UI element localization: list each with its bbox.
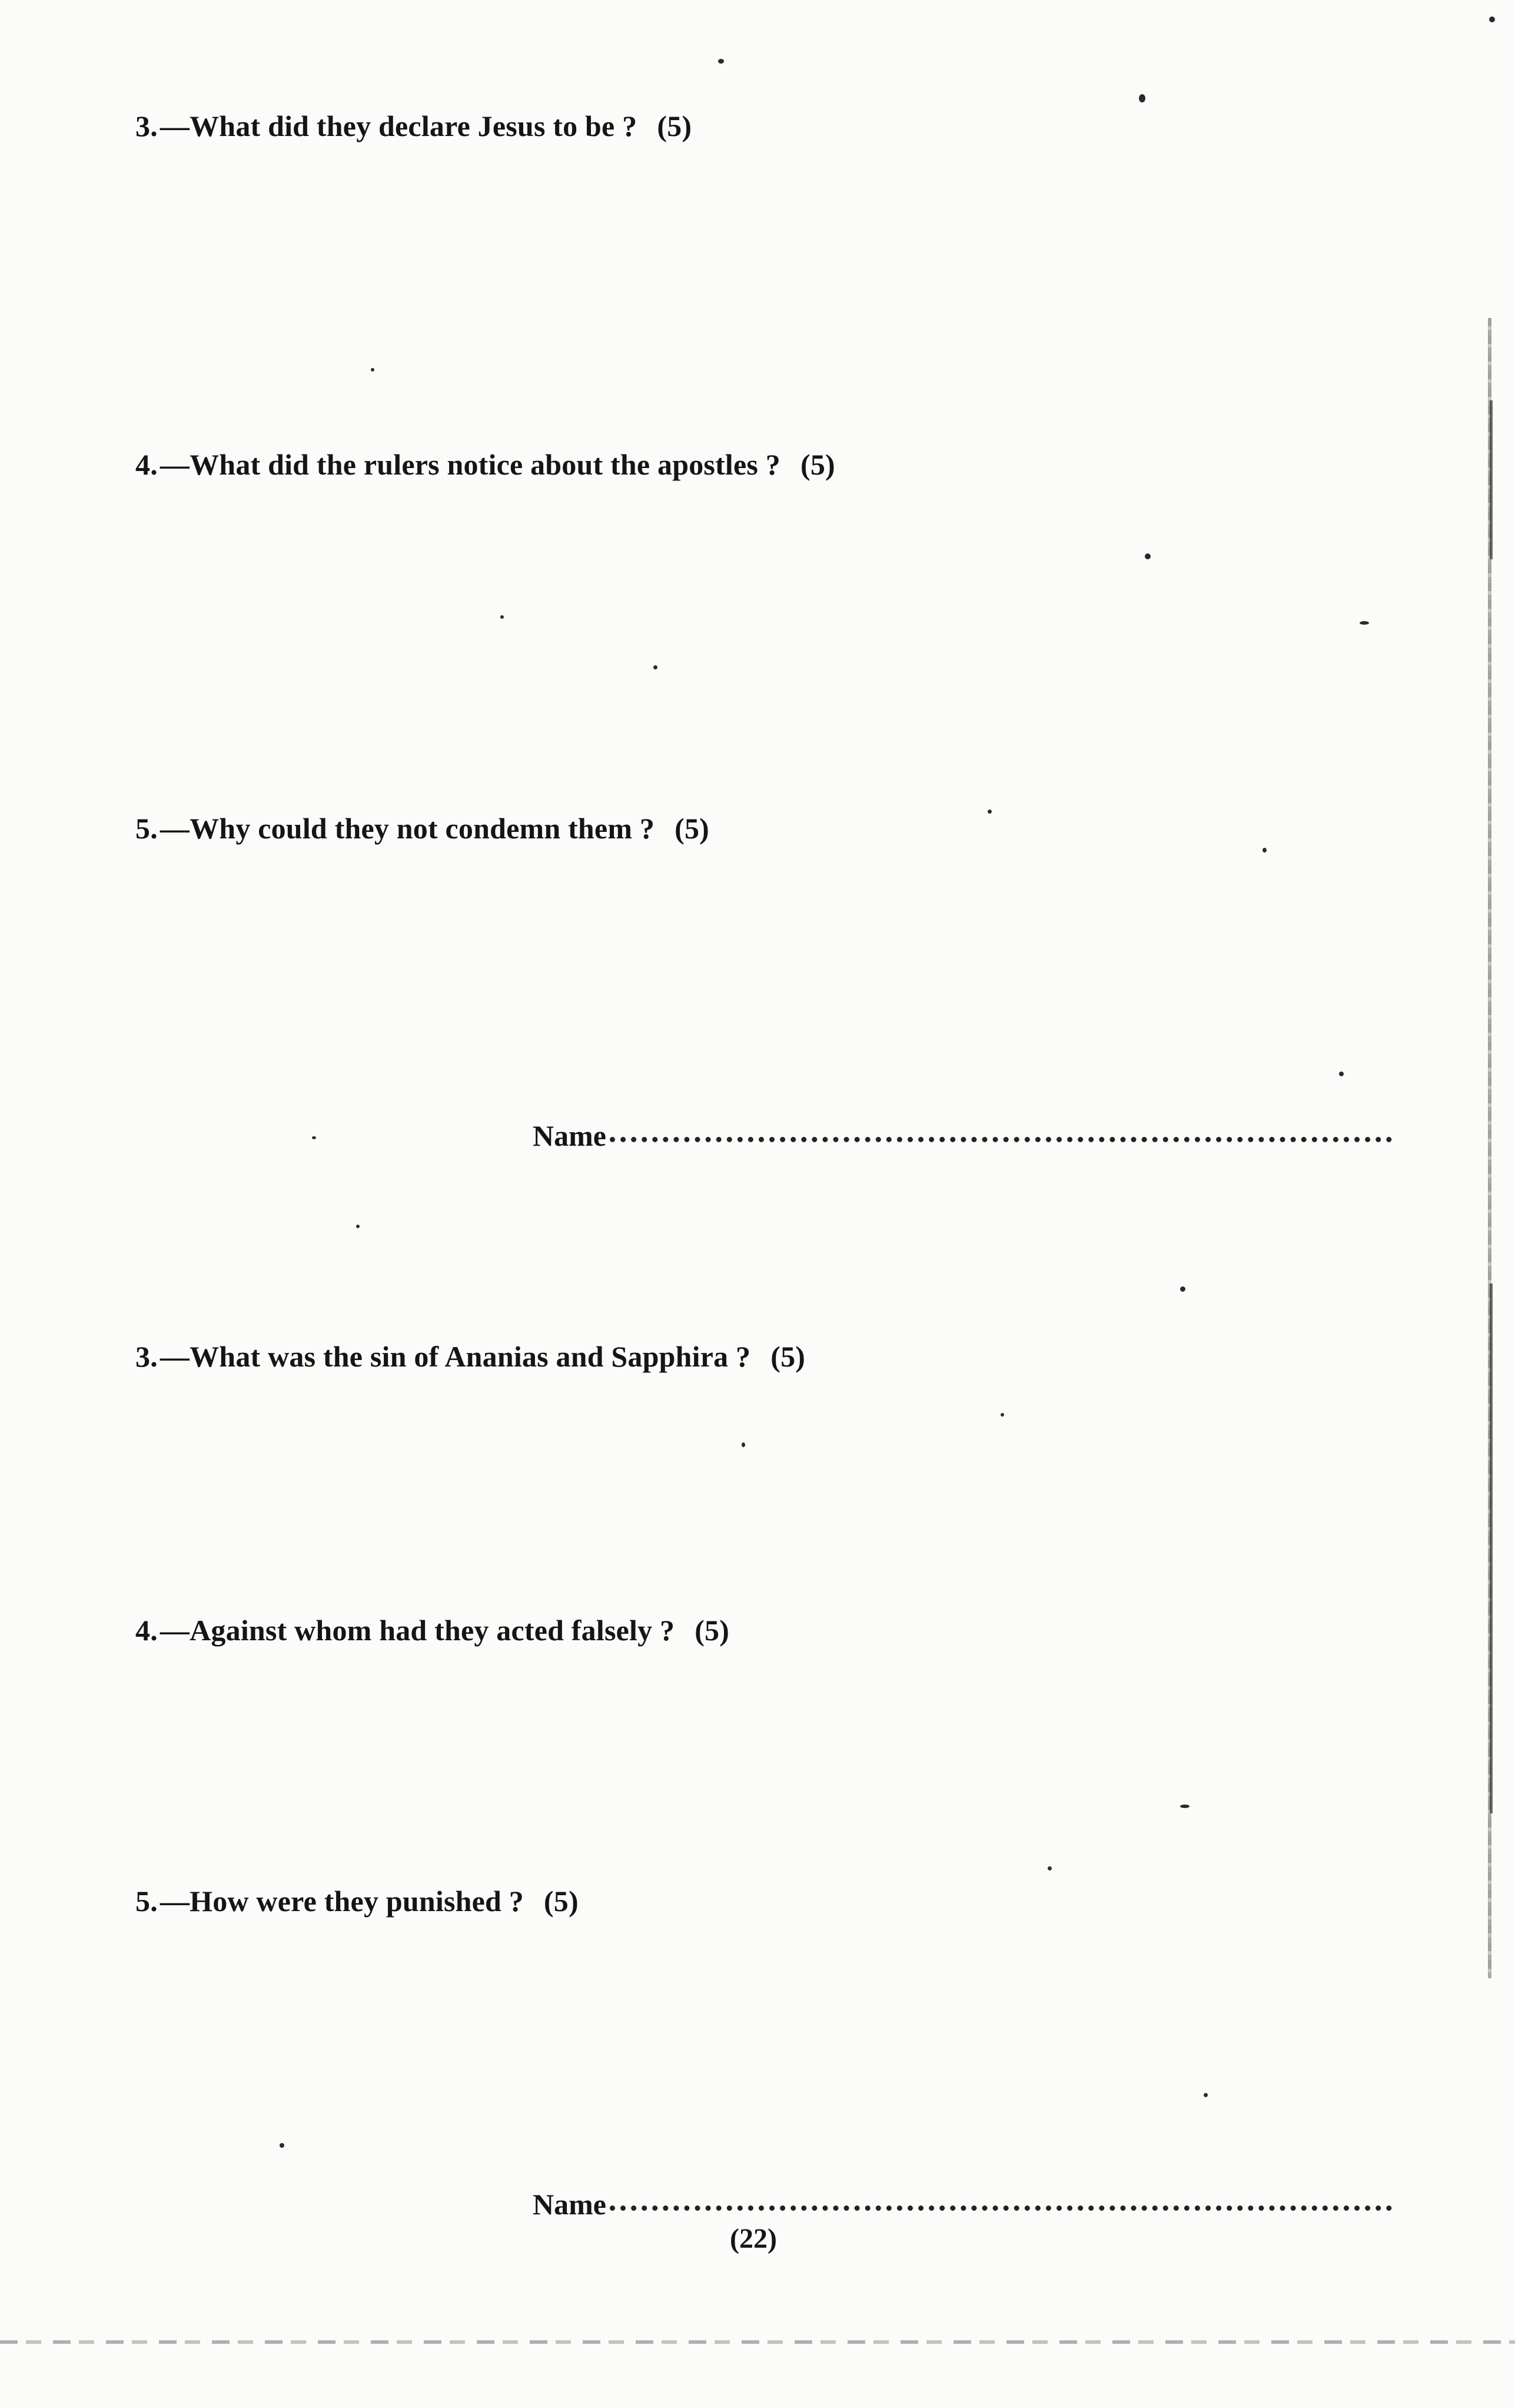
- question-number: 3.: [135, 1340, 158, 1373]
- speck: [718, 59, 724, 64]
- question-4-falsely: [135, 1613, 729, 1647]
- question-4-rulers: [135, 447, 835, 482]
- speck: [1489, 16, 1495, 22]
- speck: [1262, 848, 1267, 853]
- question-3-jesus: [135, 109, 692, 143]
- speck: [1360, 621, 1369, 625]
- speck: [1180, 1286, 1185, 1292]
- speck: [988, 810, 992, 814]
- page-number: (22): [730, 2223, 777, 2254]
- speck: [500, 615, 504, 619]
- speck: [742, 1442, 745, 1447]
- speck: [312, 1136, 316, 1139]
- speck: [1145, 553, 1151, 559]
- question-marks: (5): [675, 812, 709, 845]
- question-3-ananias: [135, 1339, 805, 1374]
- question-marks: (5): [770, 1340, 806, 1373]
- speck: [1139, 94, 1145, 102]
- speck: [1048, 1866, 1052, 1870]
- speck: [280, 2143, 284, 2148]
- question-marks: (5): [695, 1614, 730, 1647]
- binding-edge-dark: [1490, 400, 1493, 559]
- speck: [653, 665, 657, 669]
- question-text: —How were they punished ?: [160, 1885, 524, 1918]
- question-5-condemn: [135, 811, 709, 845]
- name-label: Name: [533, 2188, 606, 2221]
- speck: [1339, 1072, 1344, 1076]
- question-marks: (5): [800, 448, 835, 481]
- name-dotted-line: [610, 2200, 1392, 2211]
- name-label: Name: [533, 1119, 606, 1152]
- speck: [371, 368, 374, 372]
- name-field-1[interactable]: [533, 1119, 1392, 1153]
- question-number: 5.: [135, 812, 158, 845]
- speck: [1204, 2093, 1208, 2097]
- question-text: —Against whom had they acted falsely ?: [160, 1614, 675, 1647]
- speck: [1180, 1805, 1190, 1808]
- question-number: 3.: [135, 110, 158, 142]
- question-marks: (5): [543, 1885, 579, 1918]
- name-field-2[interactable]: [533, 2187, 1392, 2221]
- speck: [1001, 1413, 1004, 1417]
- name-dotted-line: [610, 1131, 1392, 1142]
- question-text: —What did the rulers notice about the apostles ?: [160, 448, 780, 481]
- question-number: 4.: [135, 1614, 158, 1647]
- speck: [356, 1225, 360, 1228]
- question-text: —What did they declare Jesus to be ?: [160, 110, 637, 142]
- question-number: 4.: [135, 448, 158, 481]
- question-number: 5.: [135, 1885, 158, 1918]
- binding-edge-dark: [1490, 1283, 1493, 1813]
- question-5-punished: [135, 1884, 579, 1918]
- question-text: —Why could they not condemn them ?: [160, 812, 655, 845]
- question-text: —What was the sin of Ananias and Sapphira ?: [160, 1340, 751, 1373]
- page-bottom-edge: [0, 2340, 1515, 2344]
- question-marks: (5): [657, 110, 692, 142]
